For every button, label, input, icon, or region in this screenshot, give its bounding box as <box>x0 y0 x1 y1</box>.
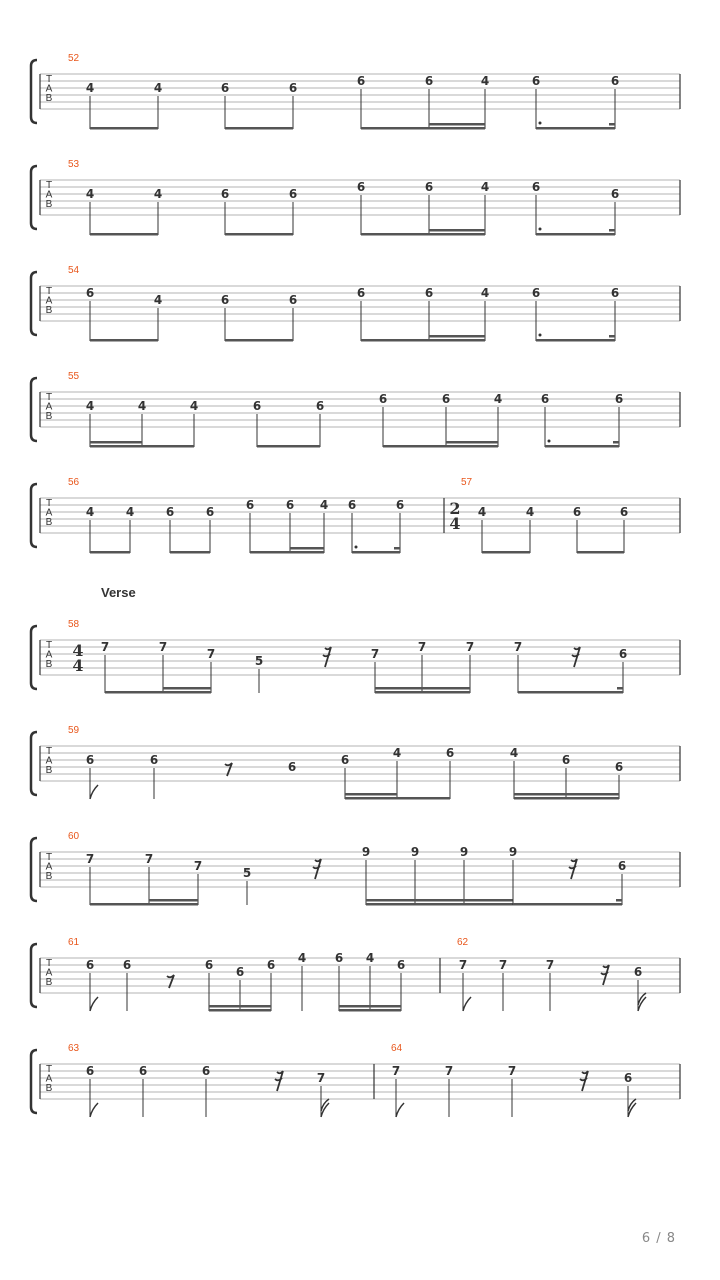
system-bracket <box>31 378 37 441</box>
fret-number: 4 <box>493 392 503 406</box>
fret-number: 7 <box>316 1071 326 1085</box>
fret-number: 4 <box>189 399 199 413</box>
fret-number: 4 <box>85 187 95 201</box>
tab-clef-letter: B <box>45 1083 53 1094</box>
fret-number: 6 <box>220 293 230 307</box>
tab-system <box>31 477 680 554</box>
beam <box>513 903 622 906</box>
dot <box>548 440 551 443</box>
tab-clef-letter: T <box>45 498 53 509</box>
beam <box>518 691 623 694</box>
fret-number: 4 <box>392 746 402 760</box>
dot <box>539 122 542 125</box>
fret-number: 7 <box>100 640 110 654</box>
fret-number: 4 <box>477 505 487 519</box>
tab-clef-letter: T <box>45 958 53 969</box>
sixteenth-rest <box>572 647 580 667</box>
tab-clef-letter: A <box>45 967 53 979</box>
fret-number: 6 <box>334 951 344 965</box>
fret-number: 7 <box>144 852 154 866</box>
measure-number: 63 <box>68 1043 80 1054</box>
fret-number: 6 <box>396 958 406 972</box>
time-signature-bottom: 4 <box>449 514 461 533</box>
fret-number: 6 <box>531 180 541 194</box>
system-bracket <box>31 166 37 229</box>
note-flag <box>628 1103 636 1117</box>
tab-clef-letter: A <box>45 189 53 201</box>
tab-clef-letter: A <box>45 83 53 95</box>
fret-number: 7 <box>513 640 523 654</box>
tab-clef-letter: B <box>45 977 53 988</box>
beam-16th <box>345 793 397 796</box>
fret-number: 6 <box>245 498 255 512</box>
beam-16th-stub <box>616 899 622 902</box>
fret-number: 9 <box>361 845 371 859</box>
fret-number: 7 <box>158 640 168 654</box>
fret-number: 6 <box>424 74 434 88</box>
tab-system <box>31 619 680 694</box>
beam-16th <box>366 899 513 902</box>
beam-16th-stub <box>609 123 615 126</box>
beam <box>536 233 615 236</box>
beam <box>90 233 158 236</box>
fret-number: 6 <box>315 399 325 413</box>
tab-clef-letter: T <box>45 746 53 757</box>
beam-16th <box>514 793 619 796</box>
measure-number: 55 <box>68 371 80 382</box>
note-flag <box>90 785 98 799</box>
fret-number: 6 <box>531 286 541 300</box>
beam-16th <box>429 335 485 338</box>
fret-number: 7 <box>465 640 475 654</box>
beam-16th <box>149 899 198 902</box>
fret-number: 6 <box>610 187 620 201</box>
tab-system <box>31 371 680 448</box>
measure-number: 57 <box>461 477 473 488</box>
fret-number: 4 <box>525 505 535 519</box>
tab-clef-letter: T <box>45 286 53 297</box>
fret-number: 7 <box>370 647 380 661</box>
beam <box>361 339 485 342</box>
fret-number: 7 <box>193 859 203 873</box>
system-bracket <box>31 838 37 901</box>
fret-number: 6 <box>356 286 366 300</box>
beam <box>514 797 619 800</box>
fret-number: 6 <box>572 505 582 519</box>
beam-16th <box>209 1005 271 1008</box>
tab-clef-letter: A <box>45 755 53 767</box>
beam <box>361 233 485 236</box>
beam <box>90 339 158 342</box>
fret-number: 7 <box>85 852 95 866</box>
tab-clef-letter: T <box>45 852 53 863</box>
beam <box>90 903 198 906</box>
fret-number: 4 <box>480 180 490 194</box>
sixteenth-rest <box>275 1071 283 1091</box>
fret-number: 4 <box>85 81 95 95</box>
beam-16th <box>290 547 324 550</box>
fret-number: 5 <box>242 866 252 880</box>
beam <box>361 127 485 130</box>
beam <box>352 551 400 554</box>
tab-clef-letter: T <box>45 180 53 191</box>
fret-number: 4 <box>319 498 329 512</box>
fret-number: 6 <box>610 74 620 88</box>
fret-number: 6 <box>266 958 276 972</box>
tab-clef-letter: A <box>45 295 53 307</box>
fret-number: 6 <box>378 392 388 406</box>
beam <box>536 127 615 130</box>
tab-clef-letter: B <box>45 871 53 882</box>
fret-number: 6 <box>85 1064 95 1078</box>
beam <box>170 551 210 554</box>
fret-number: 4 <box>153 81 163 95</box>
beam-16th <box>375 687 470 690</box>
measure-number: 54 <box>68 265 80 276</box>
beam <box>375 691 470 694</box>
beam <box>482 551 530 554</box>
measure-number: 52 <box>68 53 80 64</box>
sixteenth-rest <box>569 859 577 879</box>
fret-number: 7 <box>507 1064 517 1078</box>
fret-number: 9 <box>508 845 518 859</box>
fret-number: 6 <box>204 958 214 972</box>
fret-number: 6 <box>618 647 628 661</box>
fret-number: 6 <box>424 286 434 300</box>
sixteenth-rest <box>580 1071 588 1091</box>
tab-system <box>31 53 680 130</box>
beam-16th <box>90 441 142 444</box>
fret-number: 9 <box>459 845 469 859</box>
beam-16th <box>339 1005 401 1008</box>
fret-number: 6 <box>356 74 366 88</box>
beam <box>105 691 211 694</box>
fret-number: 4 <box>125 505 135 519</box>
beam <box>90 127 158 130</box>
sixteenth-rest <box>313 859 321 879</box>
fret-number: 6 <box>288 81 298 95</box>
fret-number: 6 <box>85 753 95 767</box>
fret-number: 6 <box>252 399 262 413</box>
fret-number: 6 <box>149 753 159 767</box>
beam <box>225 127 293 130</box>
tab-clef-letter: T <box>45 74 53 85</box>
fret-number: 4 <box>480 286 490 300</box>
fret-number: 6 <box>614 760 624 774</box>
tab-clef-letter: A <box>45 507 53 519</box>
fret-number: 6 <box>614 392 624 406</box>
sixteenth-rest <box>323 647 331 667</box>
tab-clef-letter: A <box>45 401 53 413</box>
tab-system <box>31 265 680 342</box>
fret-number: 6 <box>201 1064 211 1078</box>
beam-16th-stub <box>613 441 619 444</box>
beam <box>339 1009 401 1012</box>
fret-number: 6 <box>540 392 550 406</box>
fret-number: 7 <box>498 958 508 972</box>
beam <box>257 445 320 448</box>
fret-number: 6 <box>340 753 350 767</box>
fret-number: 4 <box>153 293 163 307</box>
tab-clef-letter: B <box>45 199 53 210</box>
fret-number: 6 <box>531 74 541 88</box>
tab-clef-letter: B <box>45 765 53 776</box>
beam-16th-stub <box>609 229 615 232</box>
tab-clef-letter: B <box>45 93 53 104</box>
fret-number: 4 <box>480 74 490 88</box>
tab-clef-letter: A <box>45 861 53 873</box>
fret-number: 6 <box>85 286 95 300</box>
note-flag <box>463 997 471 1011</box>
beam-16th-stub <box>394 547 400 550</box>
fret-number: 6 <box>220 81 230 95</box>
beam <box>209 1009 271 1012</box>
beam-16th <box>429 229 485 232</box>
beam <box>90 445 194 448</box>
fret-number: 7 <box>545 958 555 972</box>
tab-clef-letter: B <box>45 411 53 422</box>
fret-number: 4 <box>137 399 147 413</box>
measure-number: 64 <box>391 1043 403 1054</box>
beam-16th <box>429 123 485 126</box>
beam-16th <box>446 441 498 444</box>
beam <box>250 551 324 554</box>
fret-number: 4 <box>85 505 95 519</box>
fret-number: 6 <box>288 293 298 307</box>
tab-system <box>31 159 680 236</box>
fret-number: 6 <box>356 180 366 194</box>
fret-number: 9 <box>410 845 420 859</box>
fret-number: 4 <box>153 187 163 201</box>
measure-number: 53 <box>68 159 80 170</box>
fret-number: 6 <box>287 760 297 774</box>
fret-number: 6 <box>235 965 245 979</box>
fret-number: 6 <box>165 505 175 519</box>
note-flag <box>321 1103 329 1117</box>
fret-number: 4 <box>365 951 375 965</box>
fret-number: 6 <box>445 746 455 760</box>
beam <box>577 551 624 554</box>
fret-number: 7 <box>444 1064 454 1078</box>
tab-clef-letter: A <box>45 1073 53 1085</box>
fret-number: 6 <box>395 498 405 512</box>
beam-16th <box>163 687 211 690</box>
fret-number: 7 <box>417 640 427 654</box>
measure-number: 60 <box>68 831 80 842</box>
fret-number: 6 <box>623 1071 633 1085</box>
note-flag <box>90 1103 98 1117</box>
fret-number: 6 <box>288 187 298 201</box>
fret-number: 6 <box>441 392 451 406</box>
tab-clef-letter: A <box>45 649 53 661</box>
fret-number: 6 <box>285 498 295 512</box>
fret-number: 6 <box>347 498 357 512</box>
tab-clef-letter: T <box>45 640 53 651</box>
time-signature-bottom: 4 <box>72 656 84 675</box>
note-flag <box>90 997 98 1011</box>
beam <box>536 339 615 342</box>
tab-system <box>31 1043 680 1117</box>
fret-number: 6 <box>138 1064 148 1078</box>
tab-clef-letter: T <box>45 1064 53 1075</box>
fret-number: 6 <box>619 505 629 519</box>
fret-number: 6 <box>561 753 571 767</box>
beam <box>383 445 498 448</box>
page-number: 6 / 8 <box>641 1231 676 1246</box>
beam <box>225 233 293 236</box>
measure-number: 61 <box>68 937 80 948</box>
dot <box>539 228 542 231</box>
system-bracket <box>31 732 37 795</box>
time-signature-top: 4 <box>72 641 84 660</box>
beam <box>366 903 513 906</box>
tab-clef-letter: T <box>45 392 53 403</box>
tab-clef-letter: B <box>45 517 53 528</box>
tab-system <box>31 725 680 800</box>
beam-16th-stub <box>617 687 623 690</box>
beam <box>225 339 293 342</box>
system-bracket <box>31 60 37 123</box>
section-label: Verse <box>101 585 136 600</box>
system-bracket <box>31 1050 37 1113</box>
fret-number: 6 <box>424 180 434 194</box>
fret-number: 7 <box>458 958 468 972</box>
fret-number: 6 <box>633 965 643 979</box>
tab-clef-letter: B <box>45 305 53 316</box>
tab-clef-letter: B <box>45 659 53 670</box>
fret-number: 6 <box>85 958 95 972</box>
beam <box>345 797 450 800</box>
measure-number: 62 <box>457 937 469 948</box>
fret-number: 6 <box>610 286 620 300</box>
fret-number: 7 <box>391 1064 401 1078</box>
fret-number: 6 <box>205 505 215 519</box>
time-signature-top: 2 <box>449 499 461 518</box>
system-bracket <box>31 944 37 1007</box>
sixteenth-rest <box>601 965 609 985</box>
measure-number: 59 <box>68 725 80 736</box>
beam <box>90 551 130 554</box>
tab-system <box>31 937 680 1012</box>
fret-number: 4 <box>85 399 95 413</box>
system-bracket <box>31 484 37 547</box>
measure-number: 58 <box>68 619 80 630</box>
fret-number: 6 <box>220 187 230 201</box>
fret-number: 7 <box>206 647 216 661</box>
measure-number: 56 <box>68 477 80 488</box>
fret-number: 6 <box>617 859 627 873</box>
fret-number: 5 <box>254 654 264 668</box>
beam <box>545 445 619 448</box>
fret-number: 4 <box>509 746 519 760</box>
tab-system <box>31 831 680 906</box>
dot <box>539 334 542 337</box>
note-flag <box>396 1103 404 1117</box>
fret-number: 4 <box>297 951 307 965</box>
beam-16th-stub <box>609 335 615 338</box>
fret-number: 6 <box>122 958 132 972</box>
note-flag <box>638 997 646 1011</box>
dot <box>355 546 358 549</box>
system-bracket <box>31 626 37 689</box>
system-bracket <box>31 272 37 335</box>
